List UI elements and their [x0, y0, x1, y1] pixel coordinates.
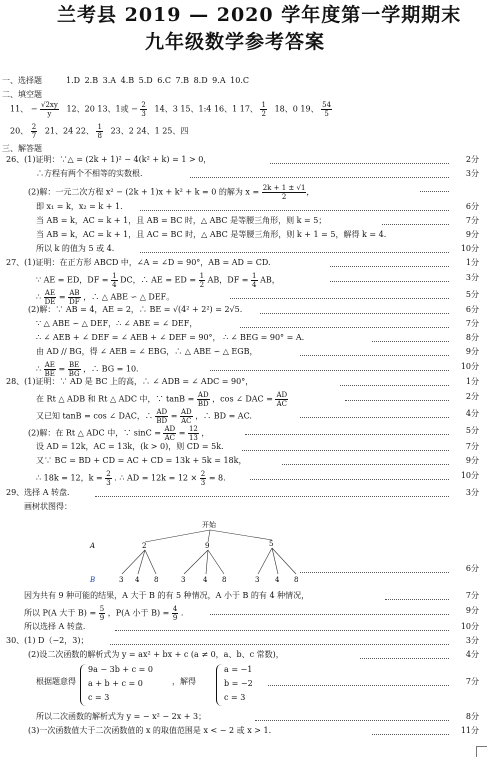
score: 6分	[465, 305, 479, 314]
q30-line-4: 所以二次函数的解析式为 y = − x² − 2x + 3；	[36, 712, 207, 721]
dotted-leader	[300, 417, 449, 418]
tree-node-l2: 3	[119, 576, 124, 584]
q28-line-3: 又已知 tanB = cos ∠ DAC，∴ $\frac{AD}{BD}$ = $\frac{AD}{AC}$ ，∴ BD = AC.	[36, 408, 252, 425]
system-brace-right	[216, 664, 222, 706]
tree-label-a: A	[90, 542, 96, 550]
score: 3分	[465, 273, 479, 282]
edge-5-3	[258, 548, 272, 574]
q30-line-1: 30、(1) D（−2，3)；	[6, 636, 89, 645]
q30-line-5: (3)一次函数值大于二次函数值的 x 的取值范围是 x < − 2 或 x > 1.	[28, 726, 272, 735]
dotted-leader	[240, 327, 449, 328]
score: 1分	[465, 258, 479, 267]
choice-answers: 1.D 2.B 3.A 4.B 5.D 6.C 7.B 8.D 9.A 10.C	[66, 76, 249, 85]
score: 3分	[465, 636, 479, 645]
tree-node-l1: 9	[205, 542, 210, 550]
tree-edges	[122, 530, 296, 574]
tree-node-l2: 3	[255, 576, 260, 584]
fill-13-fraction: $\frac{2}{3}$	[141, 101, 146, 118]
dotted-leader	[260, 313, 449, 314]
q29-line-1: 29、选择 A 转盘．	[6, 488, 76, 497]
fill-20-prefix: 20、	[10, 126, 29, 136]
solution-b: b = −2	[224, 679, 253, 688]
dotted-leader	[382, 224, 449, 225]
fill-11-fraction: $\frac{√2xy}{y}$	[40, 101, 58, 118]
title-line-1: 兰考县 2019 — 2020 学年度第一学期期末	[57, 4, 462, 26]
dotted-leader	[190, 177, 449, 178]
score: 5分	[465, 426, 479, 435]
q27-line-5: ∵ △ ABE ∽ △ DEF，∴ ∠ ABE = ∠ DEF，	[36, 319, 198, 328]
dotted-leader	[110, 644, 449, 645]
solution-c: c = 3	[224, 693, 246, 702]
q27-line-2: ∵ AE = ED，DF = $\frac{1}{4}$ DC，∴ AE = ED = $\frac{1}{2}$ AB，DF = $\frac{1}{4}$ AB，	[36, 272, 280, 289]
q26-line-3	[28, 184, 314, 201]
q28-line-5: 设 AD = 12k，AC = 13k，(k > 0)，则 CD = 5k.	[36, 442, 224, 451]
dotted-leader	[140, 252, 449, 253]
score: 10分	[460, 362, 479, 371]
fill-14-17: 14、3 15、1:4 16、1 17、	[154, 104, 258, 114]
q27-line-1: 27、(1)证明：在正方形 ABCD 中，∠A = ∠D = 90°，AB = AD = CD.	[6, 258, 271, 267]
score: 3分	[465, 169, 479, 178]
score: 3分	[465, 488, 479, 497]
fill-row-1	[10, 101, 332, 118]
q28-line-1: 28、(1)证明：∵ AD 是 BC 上的高，∴ ∠ ADB = ∠ ADC = 90°，	[6, 377, 254, 386]
tree-node-l2: 8	[222, 576, 227, 584]
tree-label-b: B	[90, 576, 96, 584]
edge-9-3	[184, 550, 208, 574]
solution-a: a = −1	[224, 665, 253, 674]
dotted-leader	[372, 341, 449, 342]
score: 7分	[465, 319, 479, 328]
tree-node-l2: 8	[154, 576, 159, 584]
score: 9分	[465, 230, 479, 239]
dotted-leader	[268, 685, 449, 686]
q26-root-fraction: $\frac{2k + 1 \pm √1}{2}$	[262, 184, 306, 201]
score: 8分	[465, 333, 479, 342]
score: 10分	[460, 471, 479, 480]
score: 1分	[465, 377, 479, 386]
edge-9-8	[208, 550, 224, 574]
dotted-leader	[385, 599, 449, 600]
dotted-leader	[340, 385, 449, 386]
q26-line-7: 所以 k 的值为 5 或 4.	[36, 244, 115, 253]
q30-solve-label: ，解得	[172, 677, 196, 686]
system-brace-left	[80, 664, 86, 706]
tree-node-l2: 3	[181, 576, 186, 584]
fill-23-25: 23、2 24、1 25、四	[110, 126, 189, 136]
fill-21-22: 21、24 22、	[44, 126, 94, 136]
edge-root-9	[208, 530, 210, 542]
dotted-leader	[345, 400, 449, 401]
q28-line-6: 又∵ BC = BD + CD = AC + CD = 13k + 5k = 18k，	[36, 456, 247, 465]
section-one-heading: 一、选择题	[2, 76, 42, 85]
edge-2-8	[145, 550, 156, 574]
tree-node-l2: 8	[294, 576, 299, 584]
score: 11分	[460, 726, 479, 735]
dotted-leader	[372, 734, 449, 735]
edge-9-4	[206, 550, 208, 574]
score: 5分	[465, 290, 479, 299]
q27-line-7: 由 AD // BG，得 ∠ AEB = ∠ EBG，∴ △ ABE ∽ △ EGB，	[36, 347, 258, 356]
dotted-leader	[330, 281, 449, 282]
dotted-leader	[242, 450, 449, 451]
q26-line-2: ∴方程有两个不相等的实数根．	[36, 169, 148, 178]
q30-system-label: 根据题意得	[36, 677, 76, 686]
dotted-leader	[245, 434, 449, 435]
score: 7分	[465, 677, 479, 686]
edge-5-4	[272, 548, 278, 574]
dotted-leader	[300, 572, 449, 573]
dotted-leader	[420, 191, 449, 192]
q26-line-5: 当 AB = k，AC = k + 1，且 AB = BC 时，△ ABC 是等腰三角形，则 k = 5；	[36, 216, 327, 225]
dotted-leader	[230, 298, 449, 299]
q26-line-6: 当 AB = k，AC = k + 1，且 AC = BC 时，△ ABC 是等腰三角形，则 k + 1 = 5，解得 k = 4.	[36, 230, 387, 239]
score: 7分	[465, 591, 479, 600]
edge-root-2	[145, 530, 210, 542]
dotted-leader	[282, 464, 449, 465]
fill-22-fraction: $\frac{1}{8}$	[97, 123, 102, 140]
score: 10分	[460, 244, 479, 253]
q29-line-2: 画树状图得：	[24, 502, 72, 511]
dotted-leader	[330, 266, 449, 267]
fill-19-fraction: $\frac{54}{5}$	[322, 101, 332, 118]
edge-root-5	[210, 530, 272, 540]
score: 9分	[465, 606, 479, 615]
dotted-leader	[140, 210, 449, 211]
tree-node-l2: 4	[135, 576, 140, 584]
score: 7分	[465, 442, 479, 451]
q26-line-4: 即 x₁ = k，x₂ = k + 1.	[36, 202, 123, 211]
score: 2分	[465, 155, 479, 164]
q27-line-8: ∴ $\frac{AE}{BE}$ = $\frac{BE}{BG}$ ，∴ BG = 10.	[36, 361, 139, 378]
dotted-leader	[95, 496, 449, 497]
edge-5-8	[272, 548, 296, 574]
title-line-2: 九年级数学参考答案	[145, 31, 326, 53]
q27-line-6: ∴ ∠ AEB + ∠ DEF = ∠ AEB + ∠ DEF = 90°， ∴ ∠ BEG = 90° = A.	[36, 333, 305, 342]
q26-solution-text: (2)解：一元二次方程 x² − (2k + 1)x + k² + k = 0 的解为 x =	[28, 187, 260, 197]
q29-line-4: 所以 P(A 大于 B) = $\frac{5}{9}$ ，P(A 小于 B) = $\frac{4}{9}$ .	[24, 605, 184, 622]
dotted-leader	[250, 479, 449, 480]
score: 8分	[465, 712, 479, 721]
score: 7分	[465, 216, 479, 225]
score: 2分	[465, 392, 479, 401]
q26-line-1: 26、(1)证明：∵△ = (2k + 1)² − 4(k² + k) = 1 > 0，	[6, 155, 212, 164]
dotted-leader	[115, 630, 449, 631]
tree-node-l1: 5	[269, 540, 274, 548]
fill-20-fraction: $\frac{2}{7}$	[31, 123, 37, 140]
score: 4分	[465, 409, 479, 418]
fill-18-19: 18、0 19、	[274, 104, 319, 114]
fill-11-prefix: 11、 −	[10, 104, 38, 114]
score: 6分	[465, 564, 479, 573]
q27-line-3: ∴ $\frac{AE}{DE}$ = $\frac{AB}{DF}$ ，∴ △ ABE ∽ △ DEF。	[36, 289, 175, 306]
tree-node-l1: 2	[142, 542, 147, 550]
dotted-leader	[300, 355, 449, 356]
q30-line-2: (2)设二次函数的解析式为 y = ax² + bx + c (a ≠ 0，a、b、c 常数)，	[28, 650, 284, 659]
system-eq-1: 9a − 3b + c = 0	[88, 665, 154, 674]
page-corner-mark	[476, 746, 487, 757]
tree-node-l2: 4	[275, 576, 280, 584]
tree-node-l2: 4	[203, 576, 208, 584]
q28-line-7: ∴ 18k = 12，k = $\frac{2}{3}$ . ∴ AD = 12k = 12 × $\frac{2}{3}$ = 8.	[36, 470, 226, 487]
tree-diagram	[60, 518, 390, 586]
score: 9分	[465, 347, 479, 356]
score: 10分	[460, 622, 479, 631]
dotted-leader	[210, 370, 449, 371]
q29-line-5: 所以选择 A 转盘．	[24, 622, 91, 631]
dotted-leader	[210, 614, 449, 615]
section-three-heading: 三、解答题	[2, 144, 42, 153]
section-two-heading: 二、填空题	[2, 90, 42, 99]
q26-comma: ，	[306, 187, 315, 197]
fill-12-13: 12、20 13、1或 −	[66, 104, 138, 114]
fill-row-2	[10, 123, 188, 140]
dotted-leader	[255, 720, 449, 721]
tree-root-label: 开始	[202, 521, 216, 529]
q29-line-3: 因为共有 9 种可能的结果，A 大于 B 的有 5 种情况，A 小于 B 的有 4 种情况，	[24, 591, 310, 600]
fill-17-fraction: $\frac{1}{2}$	[261, 101, 266, 118]
system-eq-3: c = 3	[88, 693, 110, 702]
system-eq-2: a + b + c = 0	[88, 679, 143, 688]
score: 9分	[465, 456, 479, 465]
dotted-leader	[360, 658, 449, 659]
q27-line-4: (2)解：∵ AB = 4，AE = 2，∴ BE = √(4² + 2²) = 2√5.	[28, 305, 243, 314]
score: 6分	[465, 202, 479, 211]
q28-line-2: 在 Rt △ ADB 和 Rt △ ADC 中，∵ tanB = $\frac{AD}{BD}$ ，cos ∠ DAC = $\frac{AD}{AC}$	[36, 391, 288, 408]
score: 4分	[465, 650, 479, 659]
dotted-leader	[270, 163, 449, 164]
q28-line-4: (2)解：在 Rt △ ADC 中，∵ sinC = $\frac{AD}{AC}$ = $\frac{12}{13}$ ，	[28, 425, 210, 442]
